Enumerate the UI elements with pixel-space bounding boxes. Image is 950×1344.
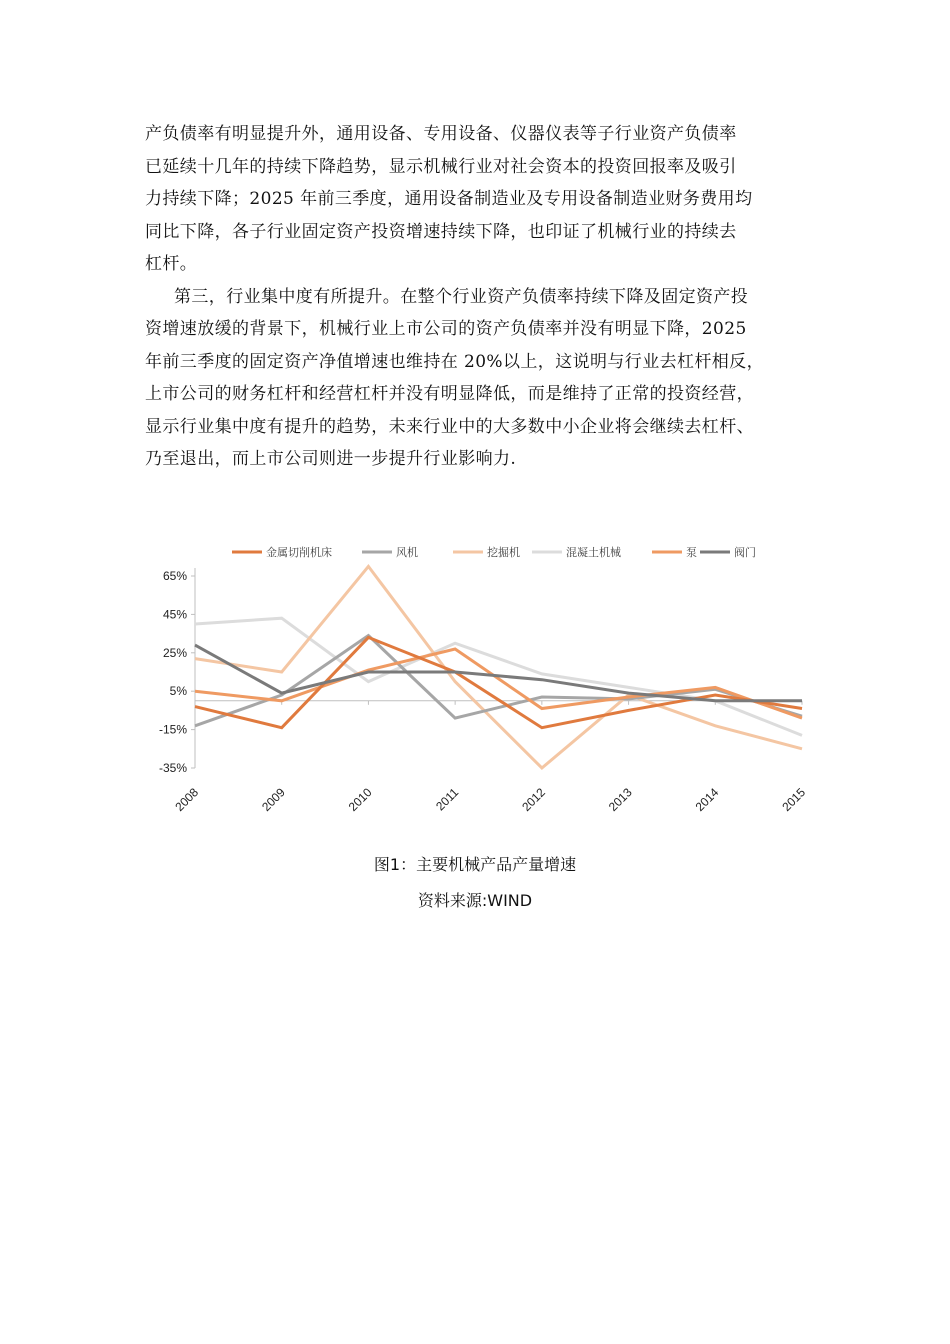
text-line: 产负债率有明显提升外，通用设备、专用设备、仪器仪表等子行业资产负债率 (145, 124, 737, 144)
x-tick-label: 2015 (779, 785, 809, 815)
legend-label: 阀门 (734, 547, 756, 559)
production-growth-chart (140, 535, 820, 835)
text-line: 年前三季度的固定资产净值增速也维持在 20%以上，这说明与行业去杠杆相反， (145, 351, 764, 372)
x-tick-label: 2009 (259, 785, 288, 815)
series-line (195, 637, 802, 727)
x-tick-label: 2011 (433, 785, 462, 814)
y-tick-label: 65% (162, 569, 187, 583)
text-line: 资增速放缓的背景下，机械行业上市公司的资产负债率并没有明显下降，2025 (145, 319, 747, 339)
body-text (145, 118, 815, 476)
legend-label: 风机 (396, 547, 418, 559)
series-line (195, 636, 802, 726)
text-line: 力持续下降；2025 年前三季度，通用设备制造业及专用设备制造业财务费用均 (145, 189, 753, 209)
text-line: 乃至退出，而上市公司则进一步提升行业影响力. (145, 449, 517, 469)
figure-source: 资料来源:WIND (417, 891, 533, 910)
text-line: 已延续十几年的持续下降趋势，显示机械行业对社会资本的投资回报率及吸引 (145, 156, 737, 177)
legend-label: 金属切削机床 (266, 547, 332, 559)
legend-label: 混凝土机械 (566, 547, 621, 559)
text-line: 杠杆。 (145, 254, 198, 274)
series-line (195, 645, 802, 701)
y-tick-label: -35% (158, 761, 187, 775)
text-line: 上市公司的财务杠杆和经营杠杆并没有明显降低，而是维持了正常的投资经营， (145, 384, 754, 404)
x-tick-label: 2010 (345, 785, 375, 815)
x-tick-label: 2013 (605, 785, 635, 815)
y-tick-label: 25% (162, 645, 187, 660)
text-line: 显示行业集中度有提升的趋势，未来行业中的大多数中小企业将会继续去杠杆、 (145, 416, 754, 437)
y-tick-label: 5% (169, 684, 187, 699)
text-line: 同比下降，各子行业固定资产投资增速持续下降，也印证了机械行业的持续去 (145, 221, 737, 242)
series-line (195, 566, 802, 768)
paragraph-2 (145, 281, 815, 476)
y-tick-label: -15% (158, 722, 187, 737)
paragraph-1 (145, 118, 815, 281)
legend-label: 挖掘机 (487, 547, 520, 559)
y-tick-label: 45% (162, 607, 187, 622)
x-tick-label: 2008 (172, 785, 202, 815)
legend-label: 泵 (686, 547, 697, 559)
line-chart (140, 535, 820, 835)
x-tick-label: 2012 (519, 785, 548, 815)
x-tick-label: 2014 (692, 785, 722, 815)
text-line: 第三，行业集中度有所提升。在整个行业资产负债率持续下降及固定资产投 (174, 286, 749, 307)
figure-caption: 图1：主要机械产品产量增速 (373, 855, 577, 874)
